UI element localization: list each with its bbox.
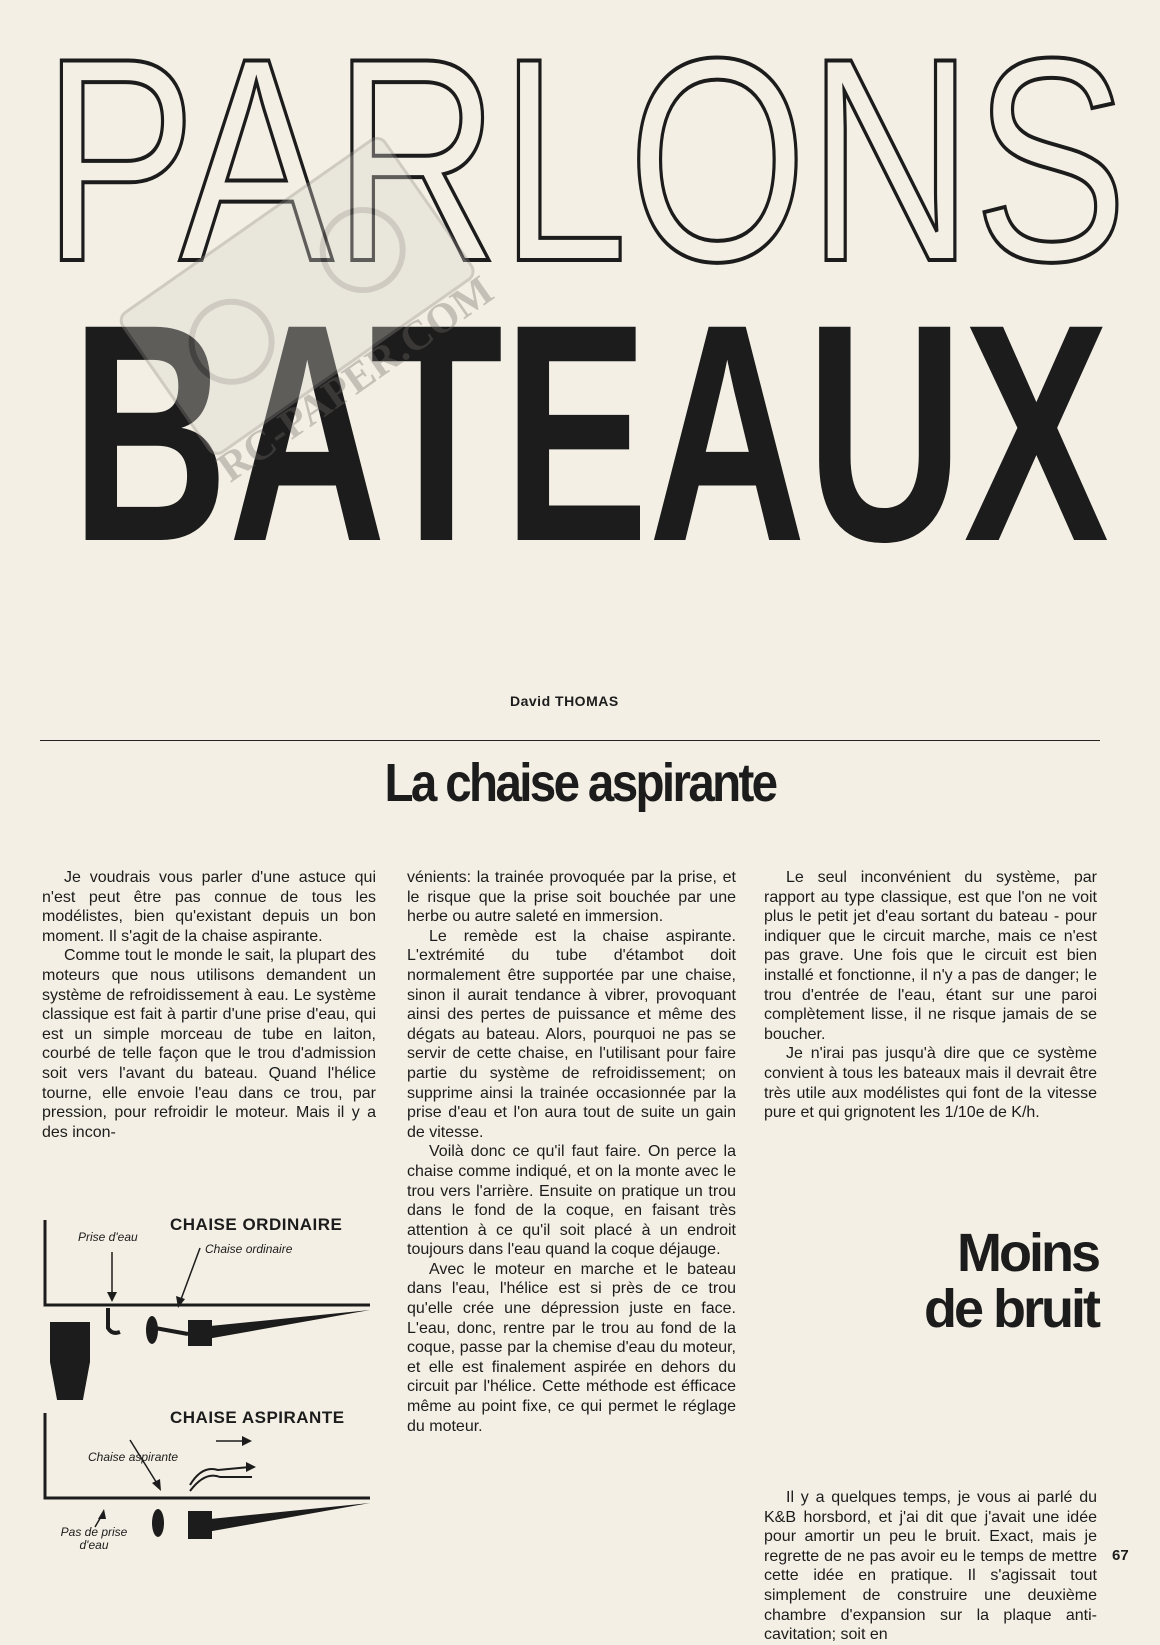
text-column-3-continued (764, 1488, 1097, 1645)
author-byline: David THOMAS (510, 693, 619, 709)
diagram-label: Prise d'eau (78, 1230, 138, 1244)
paragraph: Il y a quelques temps, je vous ai parlé du K&B horsbord, et j'ai dit que j'avait une idée pour amortir un peu le bruit. Exact, mais je regrette de ne pas avoir eu le temps de mettre cette idée en pratique. Il s'agissait tout simplement de construire une deuxième chambre d'expansion sur la plaque anti-cavitation; soit en (764, 1489, 1097, 1644)
diagram-title: CHAISE ASPIRANTE (170, 1408, 345, 1427)
page-number: 67 (1112, 1547, 1129, 1564)
paragraph: Comme tout le monde le sait, la plupart des moteurs que nous utilisons demandent un système de refroidissement à eau. Le système classique est fait à partir d'une prise d'eau, qui est un simple morceau de tube en laiton, courbé de telle façon que le trou d'admission soit vers l'avant du bateau. Quand l'hélice tourne, elle envoie l'eau dans ce trou, par pression, pour refroidir le moteur. Mais il y a des incon- (42, 947, 376, 1141)
paragraph: Avec le moteur en marche et le bateau dans l'eau, l'hélice est si près de ce trou qu'elle crée une dépression juste en face. L'eau, donc, rentre par le trou au fond de la coque, passe par la chemise d'eau du moteur, et elle est finalement aspirée en dehors du circuit par l'hélice. Cette méthode est éfficace même au point fixe, ce qui permet le réglage du moteur. (407, 1260, 736, 1435)
text-column-3 (764, 868, 1097, 1123)
paragraph: Je n'irai pas jusqu'à dire que ce système convient à tous les bateaux mais il devrait être très utile aux modélistes qui font de la vitesse pure et qui grignotent les 1/10e de K/h. (764, 1045, 1097, 1122)
svg-text:RC-PAPER.COM: RC-PAPER.COM (209, 267, 502, 492)
paragraph: Le remède est la chaise aspirante. L'extrémité du tube d'étambot doit normalement être supportée par une chaise, sinon il aurait tendance à vibrer, provoquant ainsi des pertes de puissance et même des dégats au bateau. Alors, pourquoi ne pas se servir de cette chaise, en l'utilisant pour faire partie du système de refroidissement; on supprime ainsi la trainée occasionnée par la prise d'eau et l'on aura tout de suite un gain de vitesse. (407, 927, 736, 1141)
paragraph: Voilà donc ce qu'il faut faire. On perce la chaise comme indiqué, et on la monte avec le trou vers l'arrière. Ensuite on pratique un trou dans le fond de la coque, en faisant très attention à ce qu'il soit placé à un endroit toujours dans l'eau quand la coque déjauge. (407, 1143, 736, 1259)
diagram-label: Pas de prise d'eau (60, 1525, 128, 1552)
text-column-2 (407, 868, 736, 1436)
subheading-line: Moins (957, 1223, 1098, 1283)
diagram-chaise-aspirante (40, 1405, 380, 1605)
article-headline: La chaise aspirante (384, 753, 776, 813)
text-column-1 (42, 868, 376, 1142)
watermark-stamp (80, 80, 520, 520)
diagram-label: Chaise ordinaire (205, 1242, 293, 1256)
divider-rule (40, 740, 1100, 741)
diagram-title: CHAISE ORDINAIRE (170, 1215, 343, 1234)
paragraph: Je voudrais vous parler d'une astuce qui n'est peut être pas connue de tous les modélistes, bien qu'existant depuis un bon moment. Il s'agit de la chaise aspirante. (42, 869, 376, 945)
svg-text:BATEAUX: BATEAUX (71, 290, 1110, 550)
subheading-line: de bruit (924, 1279, 1098, 1339)
svg-text:PARLONS: PARLONS (42, 22, 1128, 282)
paragraph: Le seul inconvénient du système, par rapport au type classique, est que l'on ne voit plus le petit jet d'eau sortant du bateau - pour indiquer que le circuit marche, mais ce n'est pas grave. Une fois que le circuit est bien installé et fonctionne, il n'y a pas de danger; le trou d'entrée de l'eau, étant sur une paroi complètement lisse, il ne risque jamais de se boucher. (764, 869, 1097, 1043)
paragraph: vénients: la trainée provoquée par la prise, et le risque que la prise soit bouchée par une herbe ou autre saleté en immersion. (407, 869, 736, 926)
subheading-moins-de-bruit (870, 1225, 1098, 1337)
diagram-label: Chaise aspirante (88, 1450, 179, 1464)
